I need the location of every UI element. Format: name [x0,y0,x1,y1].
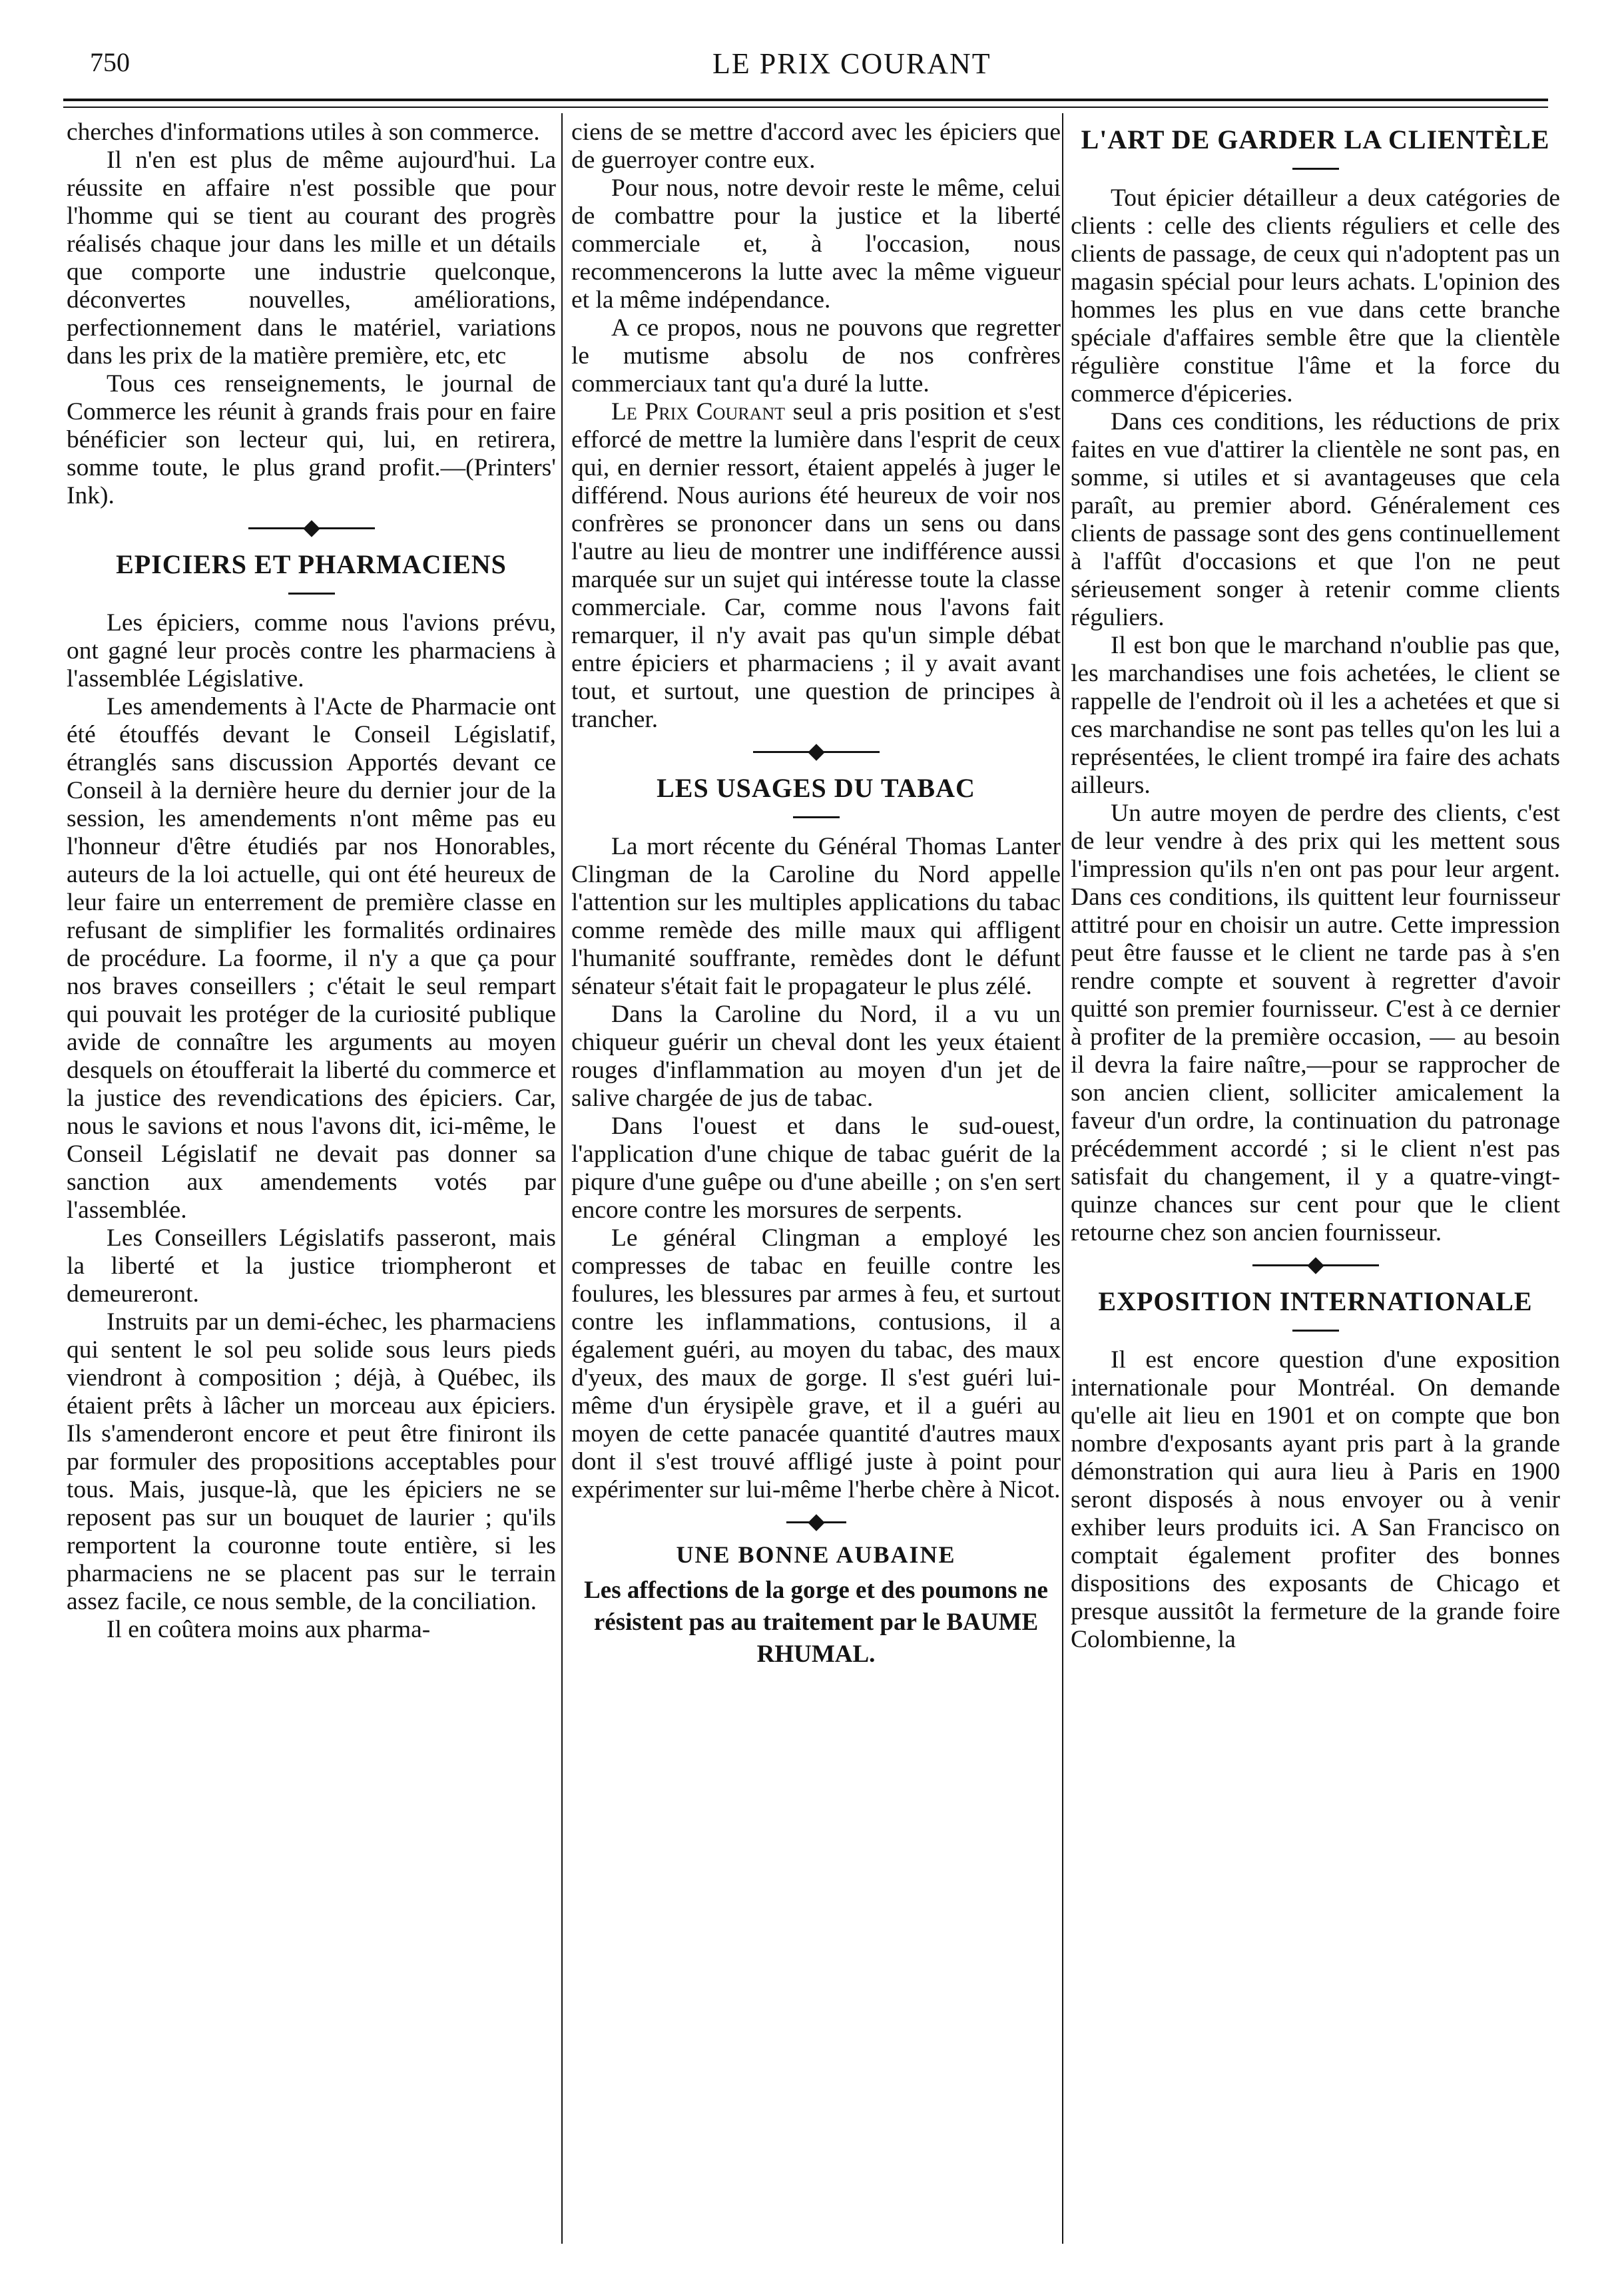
journal-name: Le Prix Courant [611,398,786,425]
paragraph: Dans la Caroline du Nord, il a vu un chiqueur guérir un cheval dont les yeux étaient rouges d'inflammation au moyen d'un jet de salive chargée de jus de tabac. [571,1001,1061,1112]
paragraph: Dans ces conditions, les réductions de prix faites en vue d'attirer la clientèle ne sont pas, en somme, si utiles et si avantageuses que cela paraît, au premier abord. Généralement ces clients de passage sont des gens continuellement à l'affût d'occasions et que l'on ne peut sérieusement songer à retenir comme clients réguliers. [1071,408,1560,631]
article-title-exposition: EXPOSITION INTERNATIONALE [1098,1286,1533,1316]
paragraph: Tous ces renseignements, le journal de Commerce les réunit à grands frais pour en faire bénéficier son lecteur qui, lui, en retirera, somme toute, le plus grand profit.—(Printers' Ink). [67,370,556,509]
paragraph: Il n'en est plus de même aujourd'hui. La réussite en affaire n'est possible que pour l'homme qui se tient au courant des progrès réalisés chaque jour dans les mille et un détails que comporte une industrie quelconque, déconvertes nouvelles, améliorations, perfectionnement dans le matériel, variations dans les prix de la matière première, etc, etc [67,146,556,370]
column-divider-2 [1062,113,1063,2244]
paragraph: A ce propos, nous ne pouvons que regretter le mutisme absolu de nos confrères commerciaux tant qu'a duré la lutte. [571,314,1061,397]
journal-title: LE PRIX COURANT [712,47,991,80]
title-rule [793,816,840,818]
paragraph: Les amendements à l'Acte de Pharmacie ont été étouffés devant le Conseil Législatif, étranglés sans discussion Apportés devant ce Conseil à la dernière heure du dernier jour de la session, les amendements n'ont même pas eu l'honneur d'être étudiés par nos Honorables, auteurs de la loi actuelle, qui ont été heureux de leur faire un enterrement de première classe en refusant de simplifier les formalités ordinaires de procédure. La foorme, il n'y a que ça pour nos braves conseillers ; c'était le seul rempart qui pouvait les protéger de la curiosité publique avide de connaître les arguments au moyen desquels on étoufferait la liberté du commerce et la justice des revendications des épiciers. Car, nous le savions et nous l'avons dit, ici-même, le Conseil Législatif ne devait pas donner sa sanction aux amendements votés par l'assemblée. [67,693,556,1224]
article-title-clientele: L'ART DE GARDER LA CLIENTÈLE [1081,125,1550,154]
section-separator [571,740,1061,763]
paragraph: Le général Clingman a employé les compresses de tabac en feuille contre les foulures, les blessures par armes à feu, et surtout contre les inflammations, contusions, il a également guéri, au moyen du tabac, des maux d'yeux, des maux de gorge. Il s'est guéri lui-même d'un érysipèle grave, et il a guéri au moyen de cette panacée quantité d'autres maux dont il s'est trouvé affligé juste à point pour expérimenter sur lui-même l'herbe chère à Nicot. [571,1224,1061,1503]
column-1 [67,119,556,2262]
section-separator [1071,1254,1560,1276]
paragraph: Instruits par un demi-échec, les pharmaciens qui sentent le sol peu solide sous leurs pieds viendront à composition ; déjà, à Québec, ils étaient prêts à lâcher un morceau aux épiciers. Ils s'amenderont encore et peut être finiront ils par formuler des propositions acceptables pour tous. Mais, jusque-là, que les épiciers ne se reposent pas sur un bouquet de laurier ; qu'ils remportent la couronne toute entière, si les pharmaciens ne se placent pas sur le terrain assez facile, ce nous semble, de la conciliation. [67,1308,556,1615]
paragraph: Les épiciers, comme nous l'avions prévu, ont gagné leur procès contre les pharmaciens à l'assemblée Législative. [67,609,556,692]
title-rule [1292,1330,1339,1332]
article-title-tabac: LES USAGES DU TABAC [657,773,975,803]
column-2 [571,119,1061,2262]
column-3 [1071,119,1560,2262]
paragraph: ciens de se mettre d'accord avec les épiciers que de guerroyer contre eux. [571,119,1061,174]
paragraph: Pour nous, notre devoir reste le même, celui de combattre pour la justice et la liberté commerciale et, à l'occasion, nous recommencerons la lutte avec la même vigueur et la même indépendance. [571,174,1061,314]
paragraph: Il est bon que le marchand n'oublie pas que, les marchandises une fois achetées, le client se rappelle de l'endroit où il les a achetées et que si ces marchandise ne sont pas telles qu'on les lui a représentées, le client trompé ira faire des achats ailleurs. [1071,632,1560,799]
header-rule-thin [63,107,1548,108]
ad-title: UNE BONNE AUBAINE [676,1541,956,1568]
paragraph: La mort récente du Général Thomas Lanter Clingman de la Caroline du Nord appelle l'attention sur les multiples applications du tabac comme remède des mille maux qui affligent l'humanité souffrante, remèdes dont le défunt sénateur s'était fait le propagateur le plus zélé. [571,833,1061,1000]
page-header [63,40,1555,80]
paragraph: Tout épicier détailleur a deux catégories de clients : celle des clients réguliers et celle des clients de passage, de ceux qui n'adoptent pas un magasin spécial pour leurs achats. L'opinion des hommes les plus en vue dans cette branche spéciale d'affaires semble être que la clientèle régulière constitue l'âme et la force du commerce d'épiceries. [1071,184,1560,407]
paragraph-text: seul a pris position et s'est efforcé de mettre la lumière dans l'esprit de ceux qui, en dernier ressort, étaient appelés à juger le différend. Nous aurions été heureux de voir nos confrères se prononcer dans un sens ou dans l'autre au lieu de montrer une indifférence aussi marquée sur un sujet qui intéresse toute la classe commerciale. Car, comme nous l'avons fait remarquer, il n'y avait pas qu'un simple débat entre épiciers et pharmaciens ; il y avait avant tout, et surtout, une question de principes à trancher. [571,398,1061,733]
article-title-epiciers: EPICIERS ET PHARMACIENS [116,549,507,579]
paragraph [571,398,1061,734]
section-separator [67,517,556,539]
header-rule [63,99,1548,101]
section-separator [571,1511,1061,1533]
title-rule [288,593,335,595]
column-divider-1 [561,113,563,2244]
paragraph: Un autre moyen de perdre des clients, c'est de leur vendre à des prix qui les mettent sous l'impression qu'ils n'en ont pas pour leur argent. Dans ces conditions, ils quittent leur fournisseur attitré pour en choisir un autre. Cette impression peut être fausse et le client ne tarde pas à s'en rendre compte et souvent à regretter d'avoir quitté son premier fournisseur. C'est à ce dernier à profiter de la première occasion, — au besoin il devra la faire naître,—pour se rapprocher de son ancien client, solliciter amicalement la faveur d'un ordre, la continuation du patronage précédemment accordé ; si le client n'est pas satisfait du changement, il y a quatre-vingt-quinze chances sur cent pour que le client retourne chez son ancien fournisseur. [1071,800,1560,1246]
paragraph: Il est encore question d'une exposition internationale pour Montréal. On demande qu'elle ait lieu en 1901 et on compte que bon nombre d'exposants ayant pris part à la grande démonstration qui aura lieu à Paris en 1900 seront disposés à nous envoyer ou à venir exhiber leurs produits ici. A San Francisco on comptait également profiter des bonnes dispositions des exposants de Chicago et presque aussitôt la fermeture de la grande foire Colombienne, la [1071,1346,1560,1653]
title-rule [1292,168,1339,170]
paragraph: Les Conseillers Législatifs passeront, mais la liberté et la justice triompheront et demeureront. [67,1224,556,1308]
paragraph: cherches d'informations utiles à son commerce. [67,119,540,146]
paragraph: Il en coûtera moins aux pharma- [107,1616,431,1643]
page-number: 750 [90,47,130,77]
paragraph: Dans l'ouest et dans le sud-ouest, l'application d'une chique de tabac guérit de la piqure d'une guêpe ou d'une abeille ; on s'en sert encore contre les morsures de serpents. [571,1113,1061,1224]
ad-text: Les affections de la gorge et des poumons ne résistent pas au traitement par le BAUME RHUMAL. [584,1577,1048,1668]
